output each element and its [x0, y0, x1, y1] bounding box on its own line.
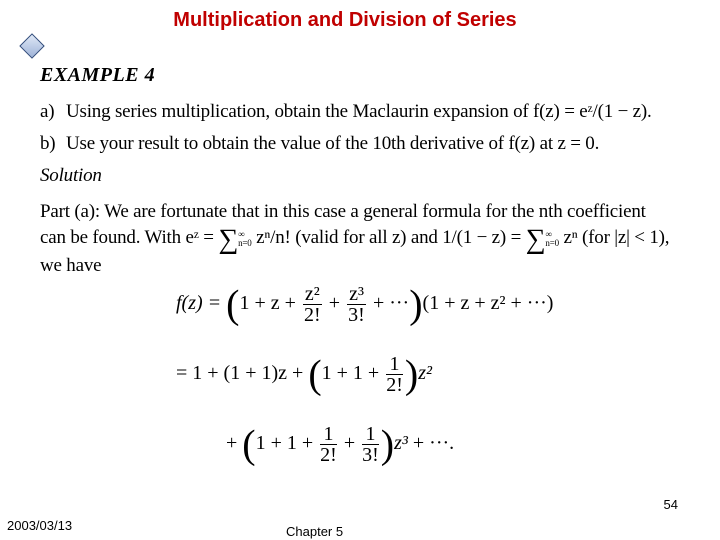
eq2-frac-1 [386, 354, 403, 395]
footer-chapter: Chapter 5 [286, 524, 344, 539]
example-heading: EXAMPLE 4 [40, 64, 156, 86]
solution-line-2 [40, 225, 680, 253]
page-number: 54 [663, 497, 678, 512]
slide-title: Multiplication and Division of Series [173, 9, 517, 31]
eq1-open-paren: ( [226, 281, 240, 327]
eq3-tail: + ···. [412, 432, 455, 455]
eq3-part1: 1 + 1 + [255, 432, 314, 455]
eq3-lhs: + [226, 432, 238, 455]
solution-line-1: Part (a): We are fortunate that in this case a general formula for the nth coefficient [40, 201, 646, 222]
solution-line-2b: zⁿ/n! (valid for all z) and 1/(1 − z) = [256, 227, 522, 248]
solution-heading: Solution [40, 165, 102, 186]
eq3-frac-2-den: 3! [362, 444, 379, 466]
sum-lower-limit-2: n=0 [545, 237, 559, 248]
sum-upper-limit: ∞ [238, 228, 245, 239]
eq2-lhs: = 1 + (1 + 1)z + [176, 362, 304, 385]
eq3-frac-2 [362, 424, 379, 465]
eq2-open-paren: ( [308, 351, 322, 397]
sum-limits-2 [545, 230, 558, 248]
sum-symbol: ∑ [218, 224, 239, 255]
eq3-close-paren: ) [380, 421, 395, 467]
eq1-lhs: f(z) = [176, 292, 222, 315]
eq1-frac-2 [347, 284, 366, 325]
eq3-frac-1 [320, 424, 337, 465]
solution-line-2a: can be found. With eᶻ = [40, 227, 214, 248]
eq3-frac-1-num: 1 [320, 424, 337, 445]
eq1-frac-2-num: z³ [349, 283, 364, 305]
eq1-part1: 1 + z + [239, 292, 296, 315]
eq1-close-paren: ) [409, 281, 423, 327]
eq2-frac-1-num: 1 [386, 354, 403, 375]
question-a-label: a) [40, 101, 55, 122]
eq1-plus: + [328, 292, 341, 315]
question-b-text: Use your result to obtain the value of the 10th derivative of f(z) at z = 0. [66, 133, 600, 154]
sum-lower-limit: n=0 [238, 237, 252, 248]
eq3-open-paren: ( [242, 421, 256, 467]
eq1-tail: + ··· [372, 292, 410, 315]
question-b [40, 133, 680, 155]
question-b-label: b) [40, 133, 56, 154]
eq1-frac-1-num: z² [304, 283, 320, 305]
solution-paragraph [40, 199, 680, 279]
question-a [40, 101, 680, 123]
eq1-frac-1-den: 2! [304, 304, 321, 326]
sum-upper-limit-2: ∞ [545, 228, 552, 239]
eq2-power: z² [418, 362, 432, 385]
footer-date: 2003/03/13 [7, 518, 73, 533]
equation-line-2 [176, 351, 696, 397]
eq2-frac-1-den: 2! [386, 374, 403, 396]
solution-line-3: we have [40, 255, 102, 276]
equation-line-1 [176, 281, 696, 327]
eq3-frac-2-num: 1 [362, 424, 379, 445]
eq1-frac-1 [303, 284, 322, 325]
solution-line-2c: zⁿ (for |z| < 1), [563, 227, 670, 248]
eq3-frac-1-den: 2! [320, 444, 337, 466]
question-a-text: Using series multiplication, obtain the Maclaurin expansion of f(z) = eᶻ/(1 − z). [66, 101, 652, 122]
eq2-close-paren: ) [404, 351, 419, 397]
diamond-bullet-icon [19, 33, 44, 58]
eq1-rhs: (1 + z + z² + ···) [422, 292, 554, 315]
sum-symbol-2: ∑ [525, 224, 546, 255]
textbook-scan [40, 64, 680, 279]
eq3-power: z³ [394, 432, 408, 455]
sum-limits [238, 230, 251, 248]
eq1-frac-2-den: 3! [348, 304, 365, 326]
eq3-plus: + [343, 432, 356, 455]
equation-line-3 [226, 421, 720, 467]
eq2-part1: 1 + 1 + [321, 362, 380, 385]
